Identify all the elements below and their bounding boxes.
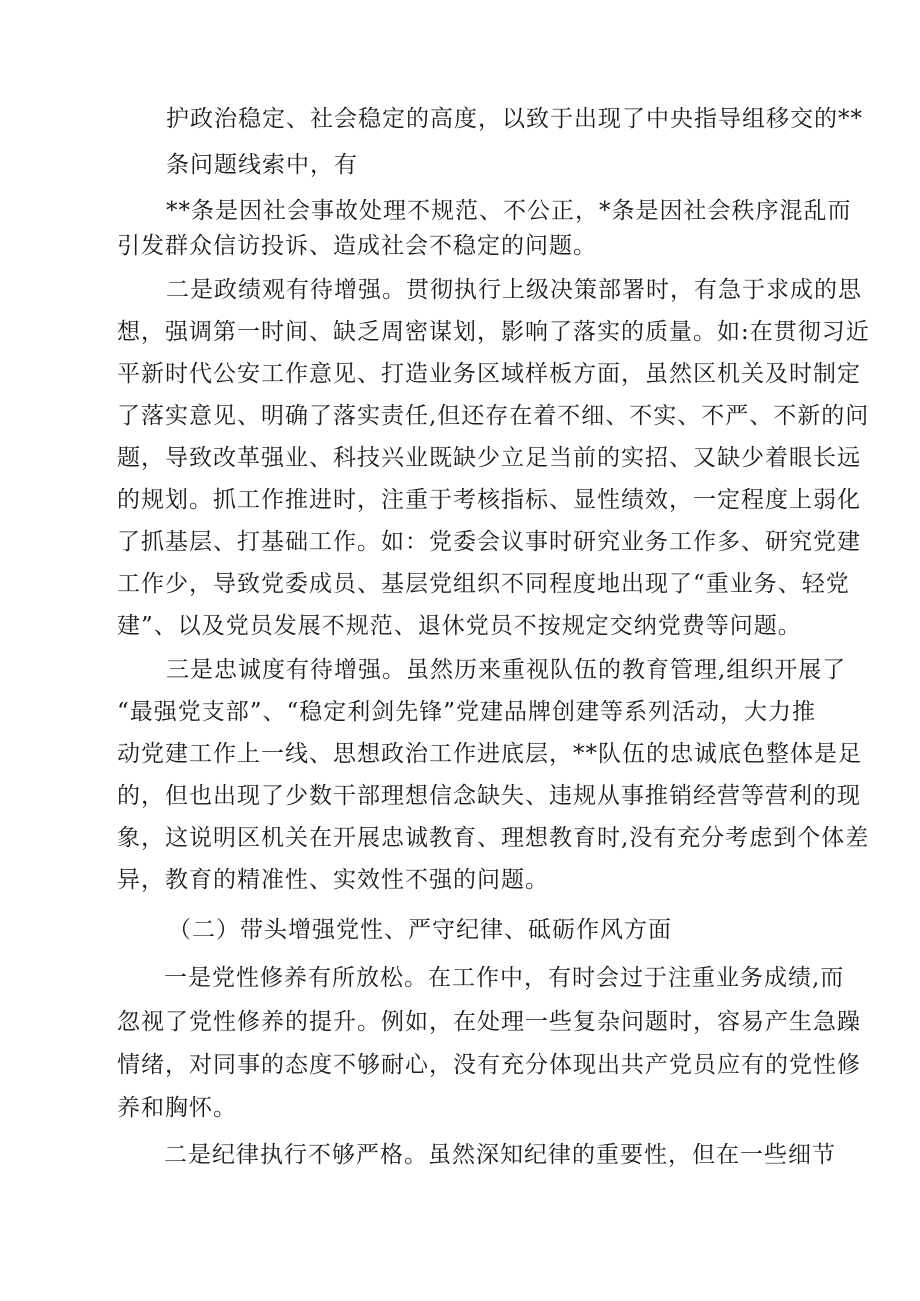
text-line: 题，导致改革强业、科技兴业既缺少立足当前的实招、又缺少着眼长远 bbox=[117, 445, 861, 471]
text-line: 工作少，导致党委成员、基层党组织不同程度地出现了“重业务、轻党 bbox=[117, 571, 850, 597]
text-line: 护政治稳定、社会稳定的高度，以致于出现了中央指导组移交的** bbox=[166, 106, 863, 132]
text-line: 忽视了党性修养的提升。例如，在处理一些复杂问题时，容易产生急躁 bbox=[117, 1009, 861, 1035]
text-line: 条问题线索中，有 bbox=[166, 152, 358, 178]
paragraph-first-line: 三是忠诚度有待增强。虽然历来重视队伍的教育管理,组织开展了 bbox=[166, 657, 847, 683]
paragraph-first-line: 二是政绩观有待增强。贯彻执行上级决策部署时，有急于求成的思 bbox=[166, 277, 862, 303]
paragraph-first-line: 一是党性修养有所放松。在工作中，有时会过于注重业务成绩,而 bbox=[164, 965, 845, 991]
text-line: 想，强调第一时间、缺乏周密谋划，影响了落实的质量。如:在贯彻习近 bbox=[117, 319, 870, 345]
text-line: 养和胸怀。 bbox=[117, 1095, 237, 1121]
text-line: 了抓基层、打基础工作。如：党委会议事时研究业务工作多、研究党建 bbox=[117, 529, 861, 555]
text-line: 建”、以及党员发展不规范、退休党员不按规定交纳党费等问题。 bbox=[117, 613, 802, 639]
text-line: 引发群众信访投诉、造成社会不稳定的问题。 bbox=[117, 233, 597, 259]
text-line: 平新时代公安工作意见、打造业务区域样板方面，虽然区机关及时制定 bbox=[117, 361, 861, 387]
text-line: 动党建工作上一线、思想政治工作进底层，**队伍的忠诚底色整体是足 bbox=[117, 741, 862, 767]
text-line: 的，但也出现了少数干部理想信念缺失、违规从事推销经营等营利的现 bbox=[117, 783, 861, 809]
text-line: 的规划。抓工作推进时，注重于考核指标、显性绩效，一定程度上弱化 bbox=[117, 487, 861, 513]
paragraph-first-line: 二是纪律执行不够严格。虽然深知纪律的重要性，但在一些细节 bbox=[164, 1142, 836, 1168]
text-line: 情绪，对同事的态度不够耐心，没有充分体现出共产党员应有的党性修 bbox=[117, 1052, 861, 1078]
text-line: “最强党支部”、“稳定利剑先锋”党建品牌创建等系列活动，大力推 bbox=[117, 699, 817, 725]
text-line: 象，这说明区机关在开展忠诚教育、理想教育时,没有充分考虑到个体差 bbox=[117, 825, 870, 851]
text-line: **条是因社会事故处理不规范、不公正，*条是因社会秩序混乱而 bbox=[166, 198, 852, 224]
text-line: 异，教育的精准性、实效性不强的问题。 bbox=[117, 867, 549, 893]
text-line: 了落实意见、明确了落实责任,但还存在着不细、不实、不严、不新的问 bbox=[117, 403, 870, 429]
section-heading: （二）带头增强党性、严守纪律、砥砺作风方面 bbox=[168, 917, 672, 943]
